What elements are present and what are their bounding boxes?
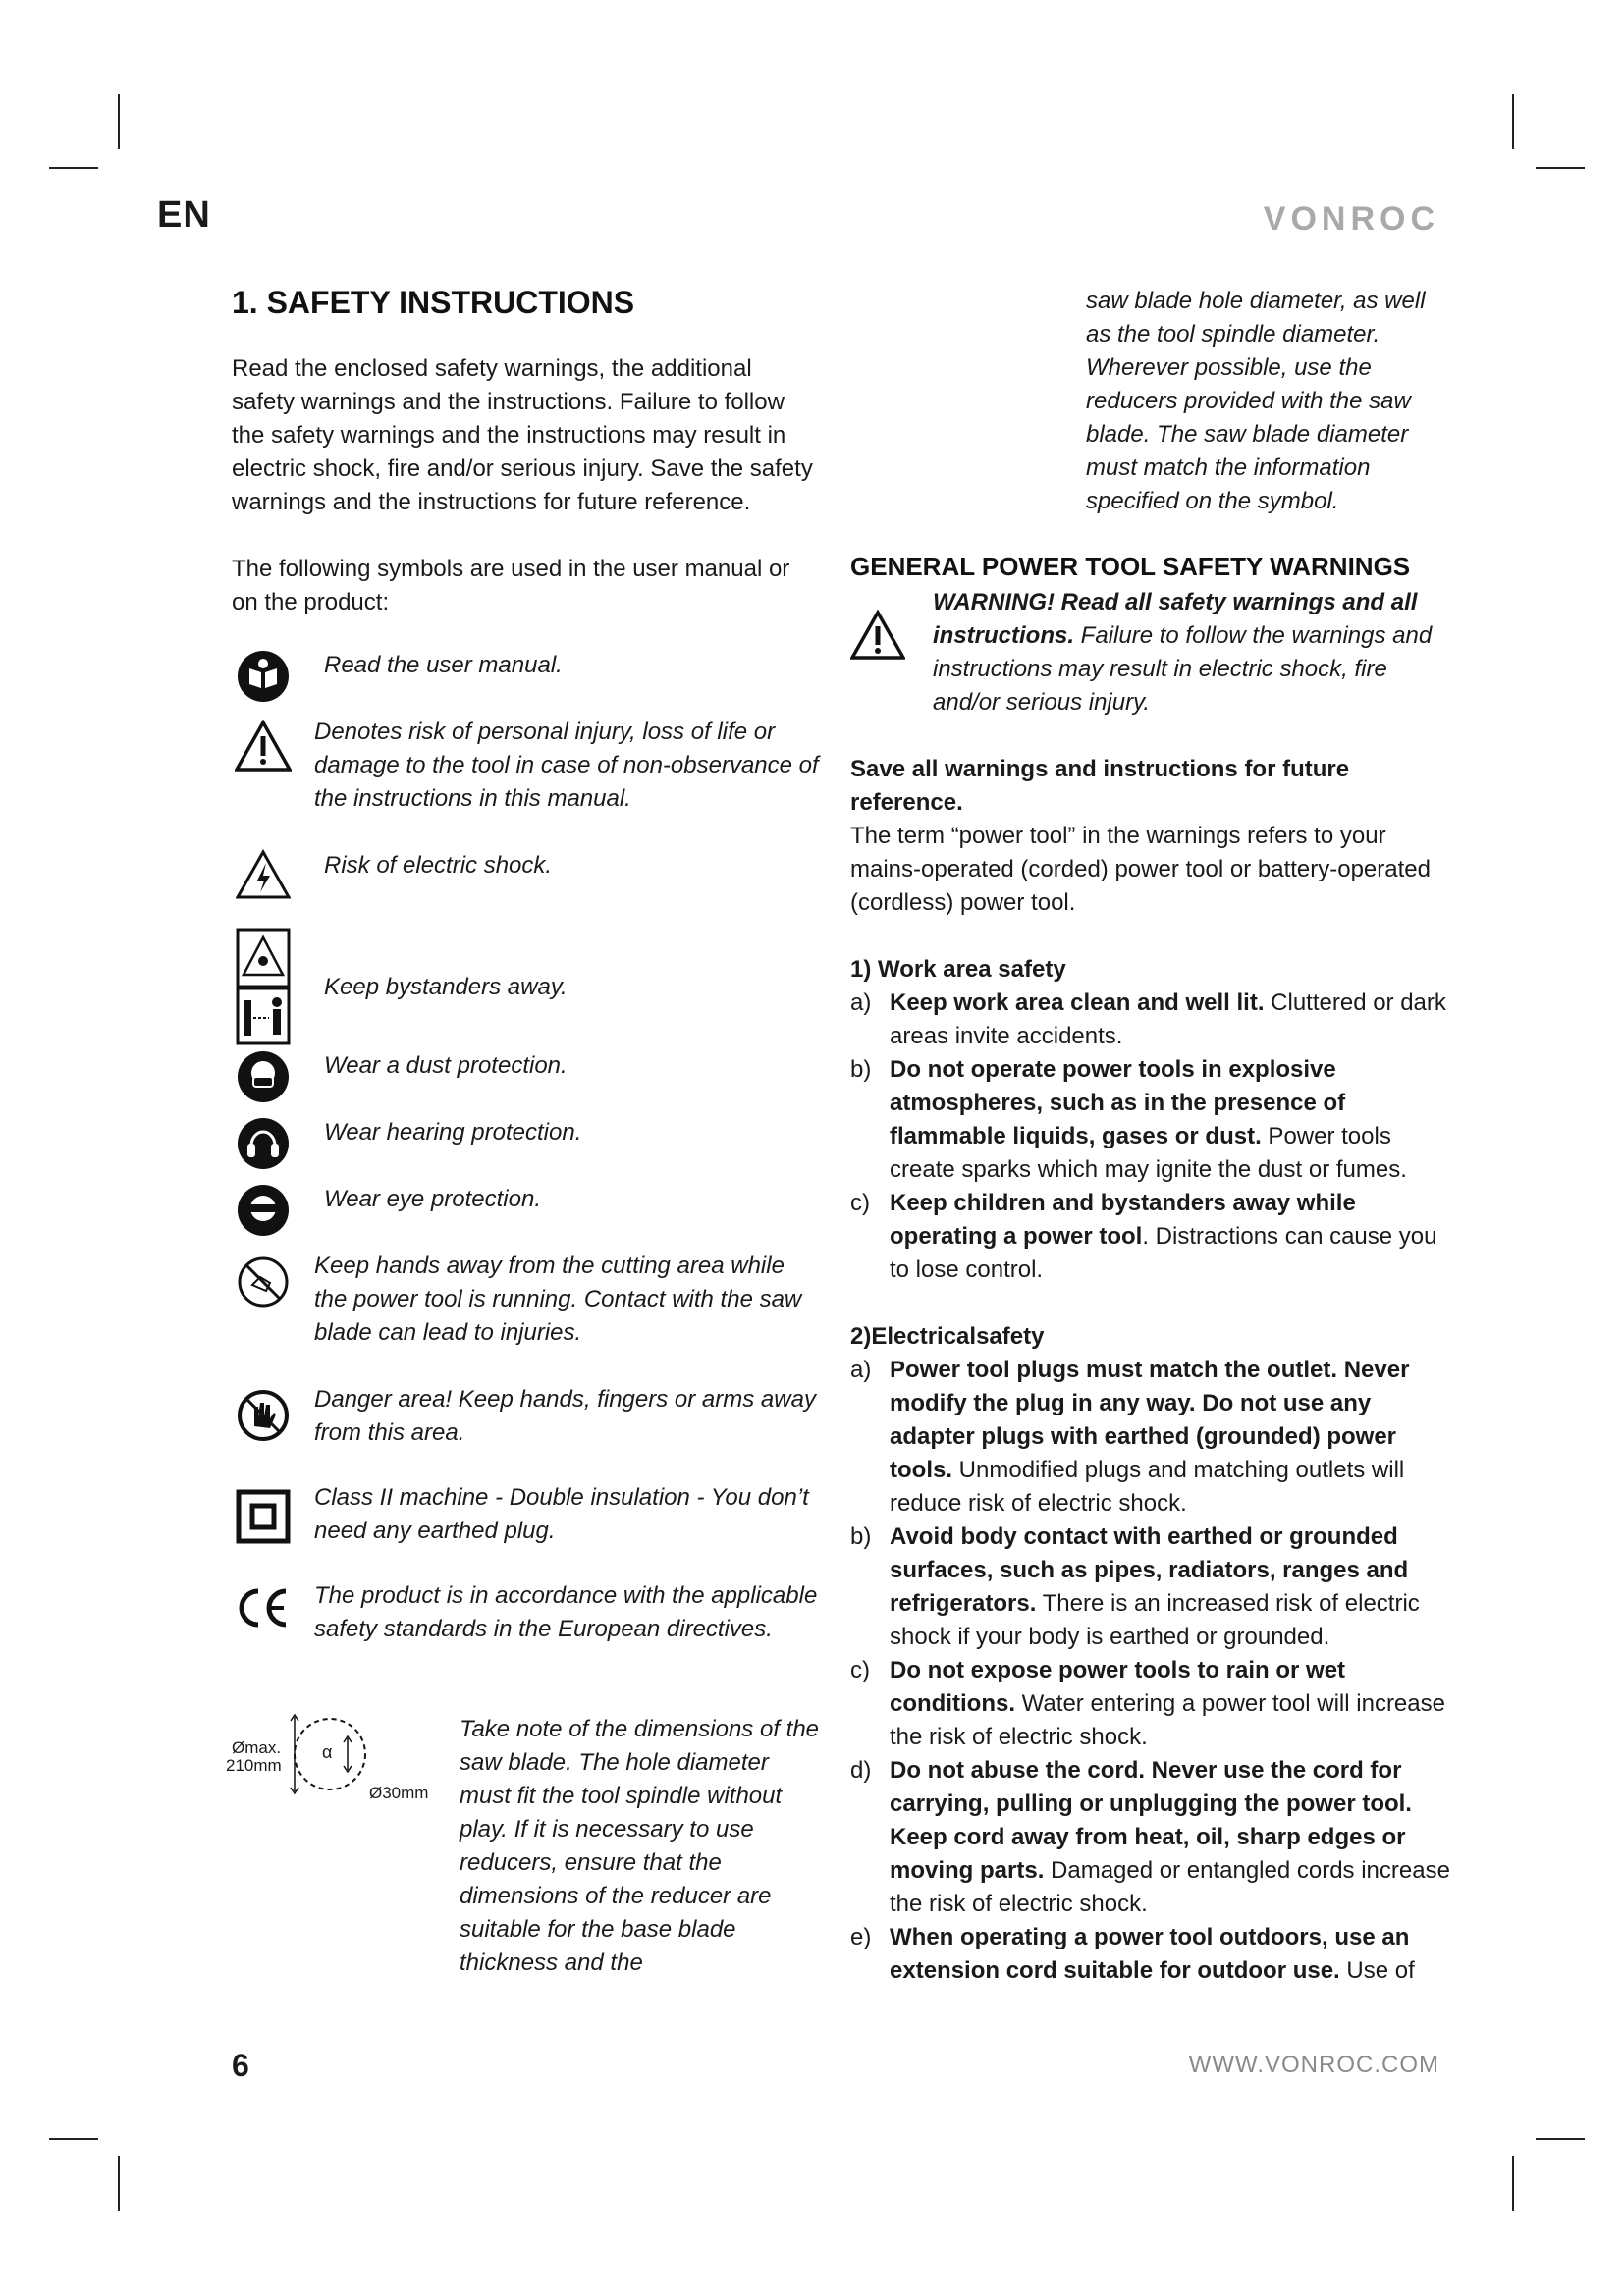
right-column xyxy=(850,285,1459,1988)
symbol-text: Keep hands away from the cutting area while the power tool is running. Contact with the saw blade can lead to injuries. xyxy=(314,1253,802,1346)
symbol-row xyxy=(232,849,821,928)
warning-bold: WARNING! Read all safety warnings and all instructions. xyxy=(933,589,1418,649)
section-title: 1. SAFETY INSTRUCTIONS xyxy=(232,285,635,320)
symbol-text: Danger area! Keep hands, fingers or arms away from this area. xyxy=(314,1386,816,1446)
symbol-text: Take note of the dimensions of the saw blade. The hole diameter must fit the tool spindle without play. If it is necessary to use reducers, ensure that the dimensions of the reducer are suitable for the base blade thickness and the xyxy=(460,1716,820,1976)
left-column xyxy=(226,285,821,1980)
symbols-intro: The following symbols are used in the user manual or on the product: xyxy=(232,556,790,615)
blade-diameter-label: 210mm xyxy=(226,1756,282,1775)
list-item: c) Keep children and bystanders away while operating a power tool. Distractions can cause you to lose control. xyxy=(850,1190,1437,1283)
crop-mark xyxy=(49,167,98,169)
warning-triangle-icon xyxy=(850,586,933,666)
brand-logo: VONROC xyxy=(1263,200,1439,238)
crop-mark xyxy=(1512,94,1514,149)
symbol-text: Read the user manual. xyxy=(324,652,563,678)
danger-area-icon xyxy=(232,1383,295,1442)
eye-protection-icon xyxy=(232,1183,295,1238)
crop-mark xyxy=(1536,2138,1585,2140)
symbol-row xyxy=(232,1183,821,1250)
symbol-text: The product is in accordance with the applicable safety standards in the European directives. xyxy=(314,1582,818,1642)
blade-max-label: Ømax. xyxy=(232,1738,282,1757)
hands-away-icon xyxy=(232,1250,295,1308)
list-item: b) Avoid body contact with earthed or grounded surfaces, such as pipes, radiators, ranges and refrigerators. There is an increased risk of electric shock if your body is earthed or grounded. xyxy=(850,1523,1420,1650)
crop-mark xyxy=(118,2156,120,2211)
intro-paragraph: Read the enclosed safety warnings, the additional safety warnings and the instructions. Failure to follow the safety warnings and the instructions may result in electric shock, fire and/or serious injury. Save the safety warnings and the instructions for future reference. xyxy=(232,355,813,515)
symbol-row xyxy=(232,1383,821,1481)
symbol-row xyxy=(232,928,821,1049)
crop-mark xyxy=(1512,2156,1514,2211)
symbol-text: Wear eye protection. xyxy=(324,1186,542,1212)
electric-shock-icon xyxy=(232,849,295,900)
symbol-row xyxy=(232,1116,821,1183)
warning-text xyxy=(933,586,1459,720)
symbol-row xyxy=(232,1579,821,1713)
symbol-text: Denotes risk of personal injury, loss of life or damage to the tool in case of non-observance of the instructions in this manual. xyxy=(314,719,819,812)
symbol-row xyxy=(226,1713,821,1980)
ear-protection-icon xyxy=(232,1116,295,1171)
warning-rest: Failure to follow the warnings and instructions may result in electric shock, fire and/or serious injury. xyxy=(933,622,1433,716)
symbol-row xyxy=(232,1481,821,1579)
crop-mark xyxy=(1536,167,1585,169)
crop-mark xyxy=(118,94,120,149)
warning-block xyxy=(850,586,1459,720)
list-item: c) Do not expose power tools to rain or wet conditions. Water entering a power tool will increase the risk of electric shock. xyxy=(850,1657,1445,1750)
blade-angle-label: α xyxy=(322,1742,333,1762)
website-link[interactable]: WWW.VONROC.COM xyxy=(1188,2052,1439,2078)
list-item: a) Keep work area clean and well lit. Cluttered or dark areas invite accidents. xyxy=(850,989,1446,1049)
power-tool-definition: The term “power tool” in the warnings refers to your mains-operated (corded) power tool or battery-operated (cordless) power tool. xyxy=(850,823,1431,916)
class-ii-icon xyxy=(232,1481,295,1544)
warning-triangle-icon xyxy=(232,716,295,773)
symbol-text: Keep bystanders away. xyxy=(324,974,568,1000)
list-item: b) Do not operate power tools in explosive atmospheres, such as in the presence of flammable liquids, gases or dust. Power tools create sparks which may ignite the dust or fumes. xyxy=(850,1056,1407,1183)
work-area-title: 1) Work area safety xyxy=(850,956,1066,983)
saw-blade-diagram xyxy=(224,1713,434,1811)
blade-hole-label: Ø30mm xyxy=(369,1784,429,1802)
symbol-text: Wear a dust protection. xyxy=(324,1052,568,1079)
list-item: d) Do not abuse the cord. Never use the cord for carrying, pulling or unplugging the power tool. Keep cord away from heat, oil, sharp edges or moving parts. Damaged or entangled cords increase the risk of electric shock. xyxy=(850,1757,1450,1917)
blade-text-continued: saw blade hole diameter, as well as the tool spindle diameter. Wherever possible, use the reducers provided with the saw blade. The saw blade diameter must match the information specified on the symbol. xyxy=(1086,288,1426,514)
language-label: EN xyxy=(157,194,211,236)
list-item: a) Power tool plugs must match the outlet. Never modify the plug in any way. Do not use any adapter plugs with earthed (grounded) power tools. Unmodified plugs and matching outlets will reduce risk of electric shock. xyxy=(850,1357,1410,1517)
symbol-text: Wear hearing protection. xyxy=(324,1119,582,1146)
page-number: 6 xyxy=(232,2048,249,2083)
list-item: e) When operating a power tool outdoors, use an extension cord suitable for outdoor use. Use of xyxy=(850,1924,1415,1984)
manual-icon xyxy=(232,649,295,704)
bystanders-icon xyxy=(232,928,295,1045)
symbol-list xyxy=(226,649,821,1980)
crop-mark xyxy=(49,2138,98,2140)
ce-mark-icon xyxy=(232,1579,295,1630)
symbol-row xyxy=(232,716,821,849)
dust-mask-icon xyxy=(232,1049,295,1104)
symbol-text: Class II machine - Double insulation - You don’t need any earthed plug. xyxy=(314,1484,809,1544)
symbol-row xyxy=(232,1049,821,1116)
symbol-row xyxy=(232,1250,821,1383)
symbol-row xyxy=(232,649,821,716)
save-warnings-heading: Save all warnings and instructions for future reference. xyxy=(850,756,1350,816)
electrical-safety-title: 2)Electricalsafety xyxy=(850,1323,1045,1350)
general-warnings-title: GENERAL POWER TOOL SAFETY WARNINGS xyxy=(850,552,1411,581)
symbol-text: Risk of electric shock. xyxy=(324,852,553,879)
